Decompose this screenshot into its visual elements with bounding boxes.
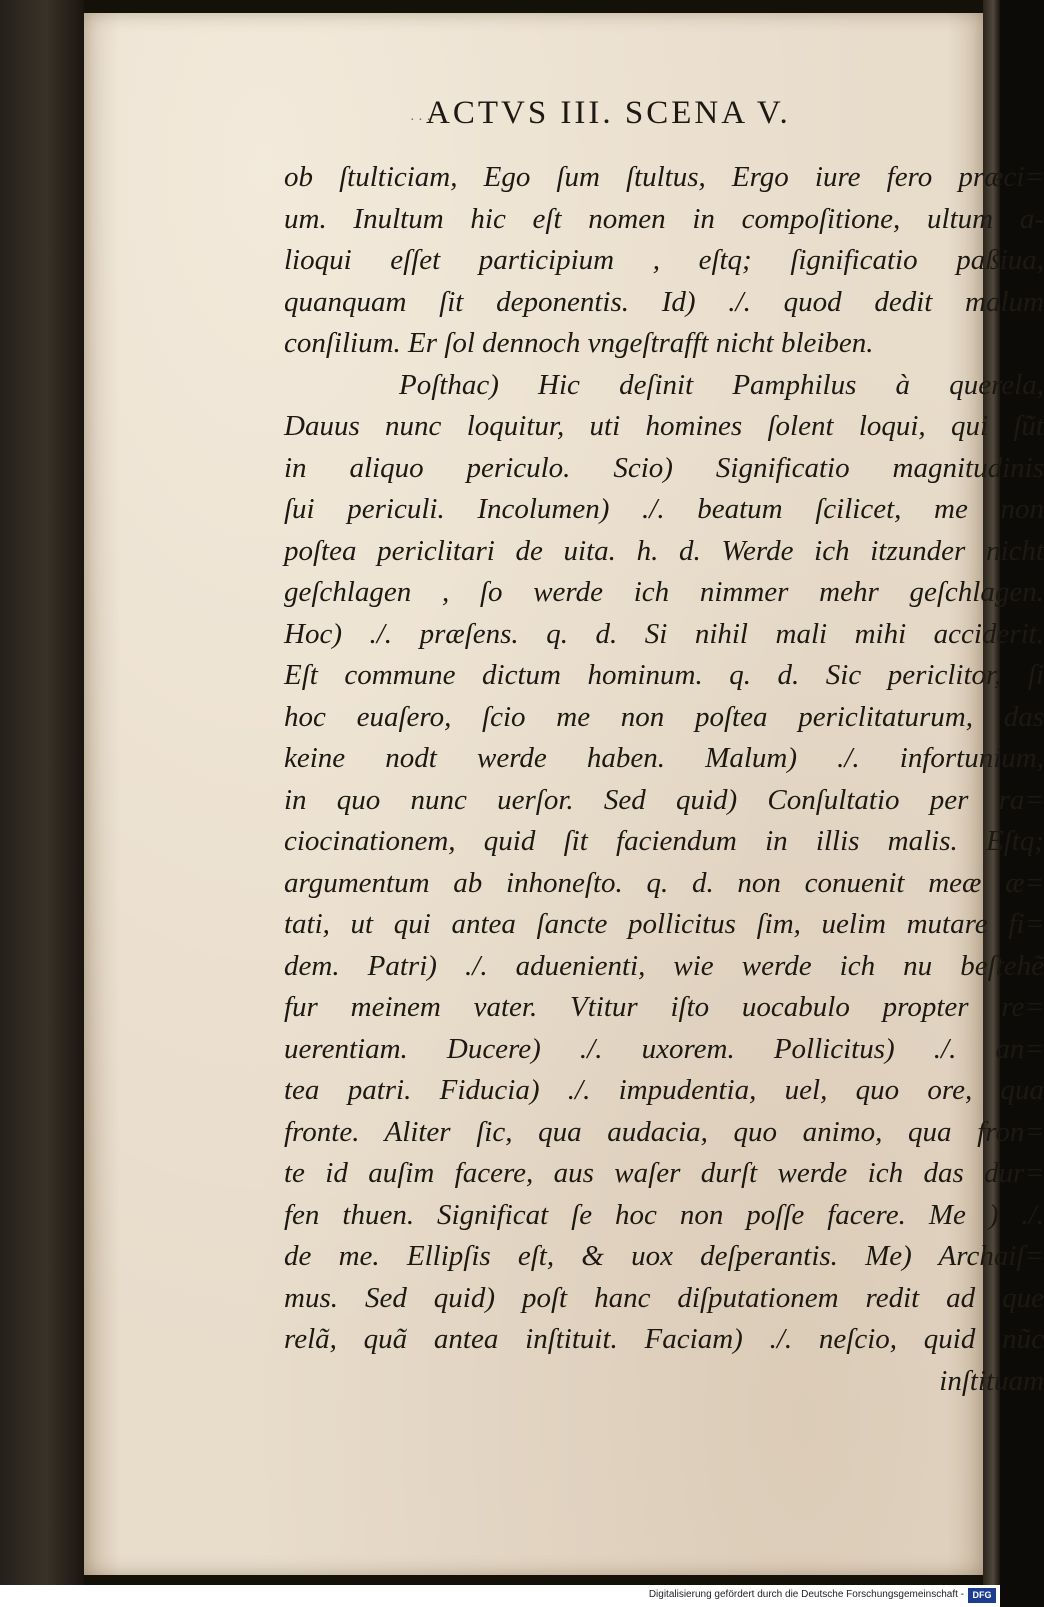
text-line: fronte. Aliter ſic, qua audacia, quo animo, qua fron= [284,1115,1044,1148]
text-line: Eſt commune dictum hominum. q. d. Sic periclitor, ſi [284,659,1044,691]
dfg-logo: DFG [968,1588,996,1603]
commentary-text [284,157,1044,1402]
text-line: ciocinationem, quid ſit faciendum in illis malis. Eſtq; [284,825,1044,857]
text-line: tea patri. Fiducia) ./. impudentia, uel, quo ore, qua [284,1074,1044,1106]
text-line: hoc euaſero, ſcio me non poſtea periclitaturum, das [284,700,1044,733]
text-line: de me. Ellipſis eſt, & uox deſperantis. Me) Archaiſ= [284,1240,1044,1272]
text-line: ſui periculi. Incolumen) ./. beatum ſcilicet, me non [284,493,1044,525]
footer-credit: Digitalisierung gefördert durch die Deutsche Forschungsgemeinschaft - [648,1589,964,1600]
text-line: quanquam ſit deponentis. Id) ./. quod dedit malum [284,285,1044,318]
digitization-footer [0,1585,1000,1607]
text-line: in aliquo periculo. Scio) Significatio magnitudinis [284,451,1044,484]
text-line: keine nodt werde haben. Malum) ./. infortunium, [284,742,1044,774]
folio-mark: · · · [410,113,431,128]
running-head: ACTVS III. SCENA V. [426,95,791,131]
text-line: Poſthac) Hic deſinit Pamphilus à querela, [399,368,1044,401]
text-line: tati, ut qui antea ſancte pollicitus ſim, uelim mutare fi= [284,908,1044,940]
text-line: um. Inultum hic eſt nomen in compoſitione, ultum a- [284,202,1044,235]
text-line: argumentum ab inhoneſto. q. d. non conuenit meæ æ= [284,866,1044,899]
text-line: Dauus nunc loquitur, uti homines ſolent loqui, qui ſũt [284,410,1044,442]
text-line: ob ſtulticiam, Ego ſum ſtultus, Ergo iure fero præci= [284,161,1044,193]
text-line: conſilium. Er ſol dennoch vngeſtrafft nicht bleiben. [284,327,874,359]
text-line: lioqui eſſet participium , eſtq; ſignificatio paßiua, [284,244,1044,276]
text-line: relã, quã antea inſtituit. Faciam) ./. neſcio, quid nũc [284,1323,1044,1355]
text-line: mus. Sed quid) poſt hanc diſputationem redit ad que [284,1281,1044,1314]
text-line: te id auſim facere, aus waſer durſt werde ich das dur= [284,1157,1044,1189]
text-line: geſchlagen , ſo werde ich nimmer mehr geſchlagen. [284,576,1044,608]
text-line: in quo nunc uerſor. Sed quid) Conſultatio per ra= [284,783,1044,816]
book-page [84,13,1044,1575]
text-line: Hoc) ./. præſens. q. d. Si nihil mali mihi acciderit. [284,617,1044,650]
text-line: fur meinem vater. Vtitur iſto uocabulo propter re= [284,991,1044,1023]
text-line: uerentiam. Ducere) ./. uxorem. Pollicitus) ./. an= [284,1032,1044,1065]
text-line: dem. Patri) ./. aduenienti, wie werde ich nu beſtehẽ [284,949,1044,982]
catchword: inſtituam [939,1364,1044,1397]
book-binding-left [0,0,84,1585]
text-line: fen thuen. Significat ſe hoc non poſſe facere. Me ) ./. [284,1198,1044,1231]
text-line: poſtea periclitari de uita. h. d. Werde ich itzunder nicht [284,534,1044,567]
